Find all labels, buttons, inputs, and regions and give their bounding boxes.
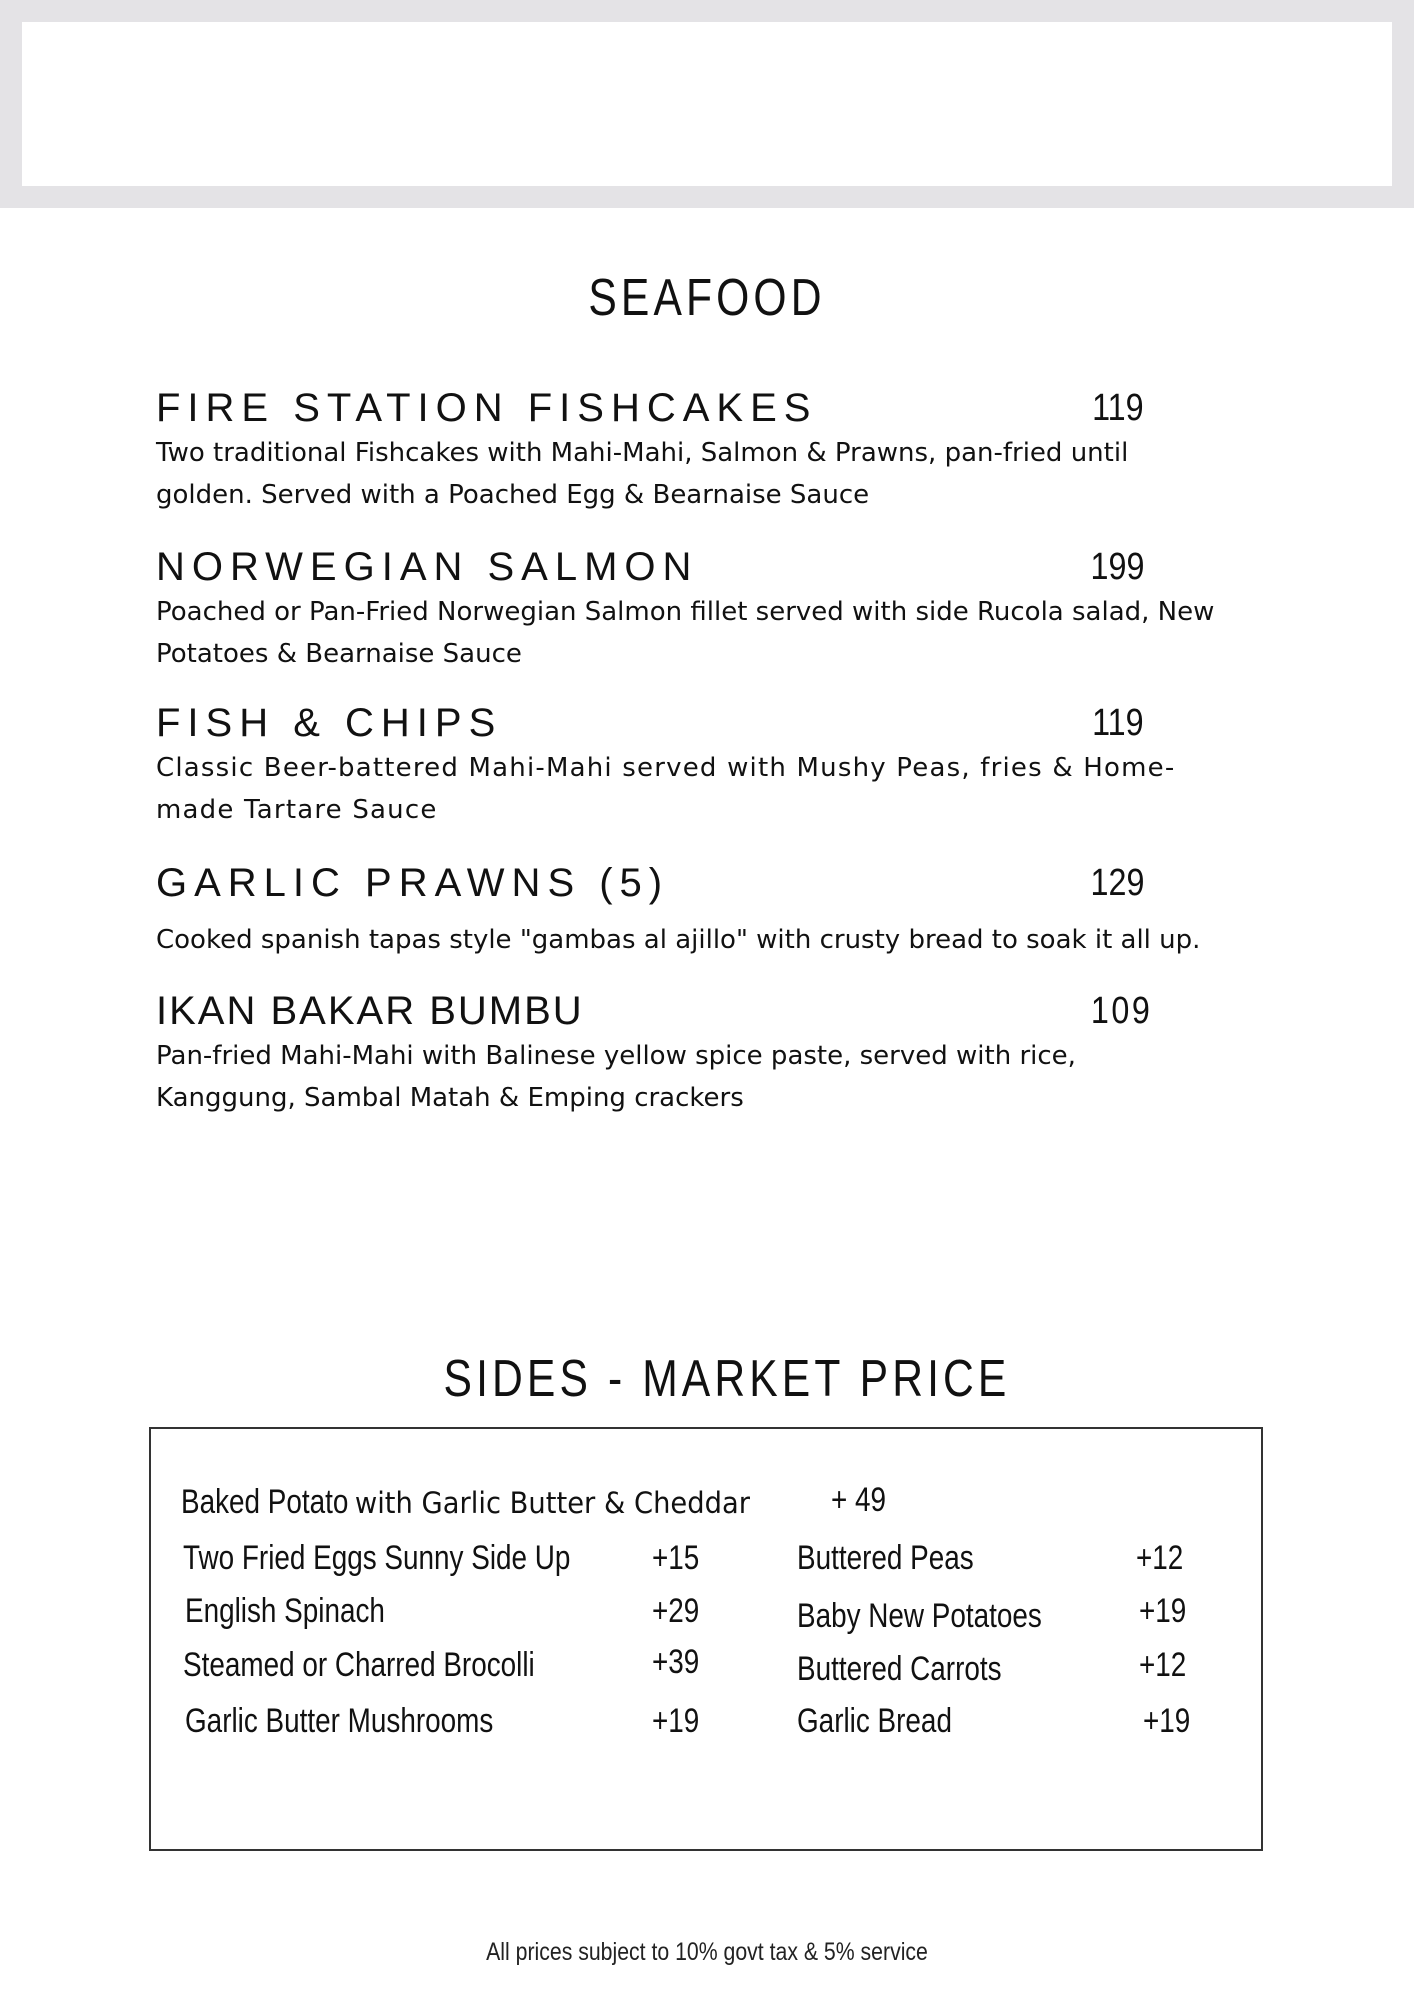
side-price: +12 (1136, 1539, 1184, 1577)
dish-description: Poached or Pan-Fried Norwegian Salmon fillet served with side Rucola salad, New Potatoes & Bearnaise Sauce (156, 597, 1215, 669)
dish-price: 119 (1092, 387, 1144, 429)
side-name: Baked Potato (181, 1483, 349, 1521)
header-band (0, 0, 1414, 208)
dish-price: 129 (1090, 862, 1144, 904)
side-price: +19 (1143, 1702, 1191, 1740)
side-price: +12 (1139, 1646, 1187, 1684)
side-price: + 49 (831, 1481, 887, 1519)
side-extra: with Garlic Butter & Cheddar (354, 1486, 751, 1520)
seafood-title: SEAFOOD (588, 269, 826, 327)
side-name: Baby New Potatoes (797, 1597, 1042, 1635)
dish-description: Classic Beer-battered Mahi-Mahi served with Mushy Peas, fries & Home-made Tartare Sauce (156, 753, 1176, 825)
sides-box (149, 1427, 1263, 1851)
dish-name: FISH & CHIPS (156, 701, 503, 745)
dish-description: Pan-fried Mahi-Mahi with Balinese yellow spice paste, served with rice, Kanggung, Sambal Matah & Emping crackers (156, 1041, 1076, 1113)
dish-price: 109 (1090, 990, 1152, 1032)
side-name: Buttered Peas (797, 1539, 974, 1577)
side-item-featured (181, 1483, 751, 1522)
side-price: +39 (652, 1643, 700, 1681)
side-name: Steamed or Charred Brocolli (183, 1646, 535, 1684)
dish-name: GARLIC PRAWNS (5) (156, 861, 670, 905)
dish-description: Two traditional Fishcakes with Mahi-Mahi, Salmon & Prawns, pan-fried until golden. Served with a Poached Egg & Bearnaise Sauce (156, 438, 1129, 510)
tax-note: All prices subject to 10% govt tax & 5% service (486, 1938, 928, 1966)
side-price: +19 (652, 1702, 700, 1740)
side-name: Garlic Butter Mushrooms (185, 1702, 494, 1740)
side-price: +19 (1139, 1592, 1187, 1630)
dish-description: Cooked spanish tapas style "gambas al ajillo" with crusty bread to soak it all up. (156, 925, 1201, 955)
side-price: +15 (652, 1539, 700, 1577)
dish-name: NORWEGIAN SALMON (156, 545, 699, 589)
dish-name: IKAN BAKAR BUMBU (156, 989, 584, 1033)
side-name: Buttered Carrots (797, 1650, 1002, 1688)
side-name: English Spinach (185, 1592, 385, 1630)
side-name: Two Fried Eggs Sunny Side Up (183, 1539, 571, 1577)
dish-price: 199 (1090, 546, 1144, 588)
sides-title: SIDES - MARKET PRICE (443, 1350, 1011, 1408)
header-panel (22, 22, 1392, 186)
side-name: Garlic Bread (797, 1702, 952, 1740)
side-price: +29 (652, 1592, 700, 1630)
dish-name: FIRE STATION FISHCAKES (156, 386, 818, 430)
dish-price: 119 (1092, 702, 1144, 744)
